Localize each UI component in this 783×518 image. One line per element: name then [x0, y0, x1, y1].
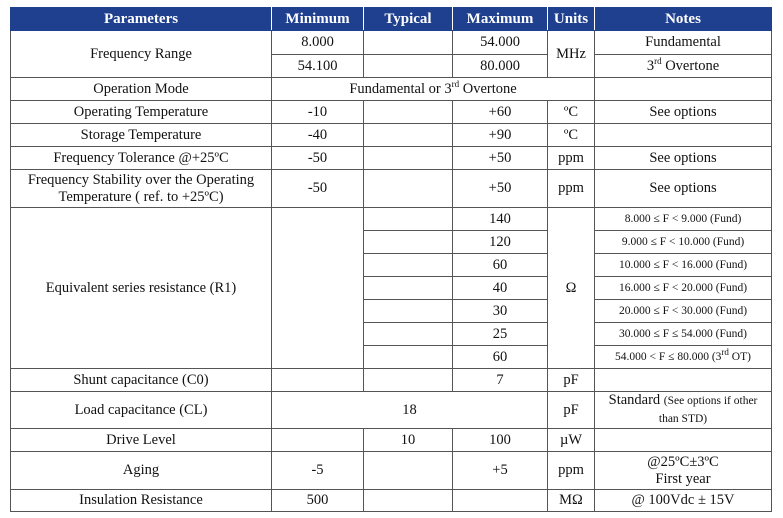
cell-typ: [364, 147, 453, 170]
table-row: [11, 101, 772, 124]
param-frequency-stability: [11, 170, 272, 208]
note-text: Standard: [608, 392, 661, 408]
cell-unit: MHz: [548, 31, 595, 78]
specifications-table: [10, 7, 772, 512]
note-small: (See options if other: [663, 395, 758, 407]
cell-note: [595, 429, 772, 452]
cell-note: See options: [595, 147, 772, 170]
header-units: Units: [548, 8, 595, 31]
mode-text: Overtone: [459, 80, 517, 97]
cell-max: 140: [453, 208, 548, 231]
note-text: OT): [728, 350, 751, 363]
table-row: [11, 490, 772, 512]
cell-max: +5: [453, 452, 548, 490]
cell-unit: ppm: [548, 170, 595, 208]
cell-note: [595, 346, 772, 369]
cell-max: 60: [453, 346, 548, 369]
cell-max: 54.000: [453, 31, 548, 55]
cell-note: [595, 369, 772, 392]
cell-typ: [364, 369, 453, 392]
param-esr: Equivalent series resistance (R1): [11, 208, 272, 369]
cell-note: @ 100Vdc ± 15V: [595, 490, 772, 512]
cell-min: [272, 429, 364, 452]
cell-unit: ºC: [548, 124, 595, 147]
cell-note: See options: [595, 101, 772, 124]
cell-typ: [364, 452, 453, 490]
cell-max: 120: [453, 231, 548, 254]
cell-min: [272, 369, 364, 392]
cell-value: 18: [272, 392, 548, 429]
cell-typ: [364, 170, 453, 208]
cell-min: 500: [272, 490, 364, 512]
mode-sup: rd: [451, 78, 460, 89]
cell-note: [595, 55, 772, 78]
cell-min: 54.100: [272, 55, 364, 78]
cell-note: [595, 78, 772, 101]
cell-min: -40: [272, 124, 364, 147]
cell-unit: ppm: [548, 147, 595, 170]
param-aging: Aging: [11, 452, 272, 490]
table-row: [11, 429, 772, 452]
param-frequency-range: Frequency Range: [11, 31, 272, 78]
cell-unit: MΩ: [548, 490, 595, 512]
cell-mode: [272, 78, 595, 101]
cell-min: -50: [272, 147, 364, 170]
cell-note: 8.000 ≤ F < 9.000 (Fund): [595, 208, 772, 231]
header-typical: Typical: [364, 8, 453, 31]
param-drive-level: Drive Level: [11, 429, 272, 452]
table-row: [11, 170, 772, 208]
table-row: [11, 147, 772, 170]
cell-max: +50: [453, 170, 548, 208]
note-text: @25ºC±3ºC: [647, 453, 719, 470]
cell-typ: [364, 231, 453, 254]
header-notes: Notes: [595, 8, 772, 31]
cell-typ: [364, 323, 453, 346]
cell-max: +60: [453, 101, 548, 124]
cell-typ: [364, 490, 453, 512]
cell-note: [595, 392, 772, 429]
mode-text: Fundamental or 3: [349, 80, 452, 97]
param-operating-temperature: Operating Temperature: [11, 101, 272, 124]
table-header-row: [11, 8, 772, 31]
cell-typ: [364, 55, 453, 78]
table-row: [11, 31, 772, 55]
param-load-capacitance: Load capacitance (CL): [11, 392, 272, 429]
cell-note: [595, 452, 772, 490]
cell-min: 8.000: [272, 31, 364, 55]
table-row: [11, 78, 772, 101]
cell-min: -5: [272, 452, 364, 490]
cell-typ: [364, 208, 453, 231]
cell-typ: [364, 346, 453, 369]
param-frequency-tolerance: Frequency Tolerance @+25ºC: [11, 147, 272, 170]
cell-typ: [364, 300, 453, 323]
note-text: Overtone: [661, 57, 720, 74]
note-text: 54.000 < F ≤ 80.000 (3: [615, 350, 722, 363]
cell-unit: µW: [548, 429, 595, 452]
cell-max: [453, 490, 548, 512]
cell-max: 60: [453, 254, 548, 277]
cell-typ: [364, 277, 453, 300]
note-small: than STD): [658, 413, 708, 425]
cell-max: 30: [453, 300, 548, 323]
cell-unit: ppm: [548, 452, 595, 490]
cell-note: Fundamental: [595, 31, 772, 55]
cell-min: -10: [272, 101, 364, 124]
cell-typ: 10: [364, 429, 453, 452]
table-row: [11, 452, 772, 490]
table-row: [11, 369, 772, 392]
header-maximum: Maximum: [453, 8, 548, 31]
cell-typ: [364, 101, 453, 124]
cell-max: 7: [453, 369, 548, 392]
cell-unit: pF: [548, 369, 595, 392]
note-text: First year: [655, 470, 711, 487]
cell-max: 80.000: [453, 55, 548, 78]
cell-min: [272, 208, 364, 369]
param-storage-temperature: Storage Temperature: [11, 124, 272, 147]
param-insulation-resistance: Insulation Resistance: [11, 490, 272, 512]
header-minimum: Minimum: [272, 8, 364, 31]
note-sup: rd: [654, 55, 662, 66]
cell-typ: [364, 31, 453, 55]
cell-note: 20.000 ≤ F < 30.000 (Fund): [595, 300, 772, 323]
cell-unit: Ω: [548, 208, 595, 369]
param-line: Frequency Stability over the Operating: [27, 171, 255, 188]
cell-note: [595, 124, 772, 147]
cell-max: +90: [453, 124, 548, 147]
cell-typ: [364, 124, 453, 147]
cell-typ: [364, 254, 453, 277]
param-shunt-capacitance: Shunt capacitance (C0): [11, 369, 272, 392]
note-sup: rd: [721, 346, 729, 357]
cell-unit: pF: [548, 392, 595, 429]
cell-max: 100: [453, 429, 548, 452]
cell-max: +50: [453, 147, 548, 170]
param-operation-mode: Operation Mode: [11, 78, 272, 101]
cell-max: 40: [453, 277, 548, 300]
table-row: [11, 124, 772, 147]
cell-note: See options: [595, 170, 772, 208]
cell-note: 10.000 ≤ F < 16.000 (Fund): [595, 254, 772, 277]
table-row: [11, 392, 772, 429]
note-text: 3: [646, 57, 655, 74]
spec-table-container: [10, 7, 772, 512]
table-row: [11, 208, 772, 231]
param-line: Temperature ( ref. to +25ºC): [58, 188, 224, 205]
cell-note: 30.000 ≤ F ≤ 54.000 (Fund): [595, 323, 772, 346]
cell-max: 25: [453, 323, 548, 346]
cell-unit: ºC: [548, 101, 595, 124]
header-parameters: Parameters: [11, 8, 272, 31]
cell-note: 9.000 ≤ F < 10.000 (Fund): [595, 231, 772, 254]
cell-min: -50: [272, 170, 364, 208]
cell-note: 16.000 ≤ F < 20.000 (Fund): [595, 277, 772, 300]
